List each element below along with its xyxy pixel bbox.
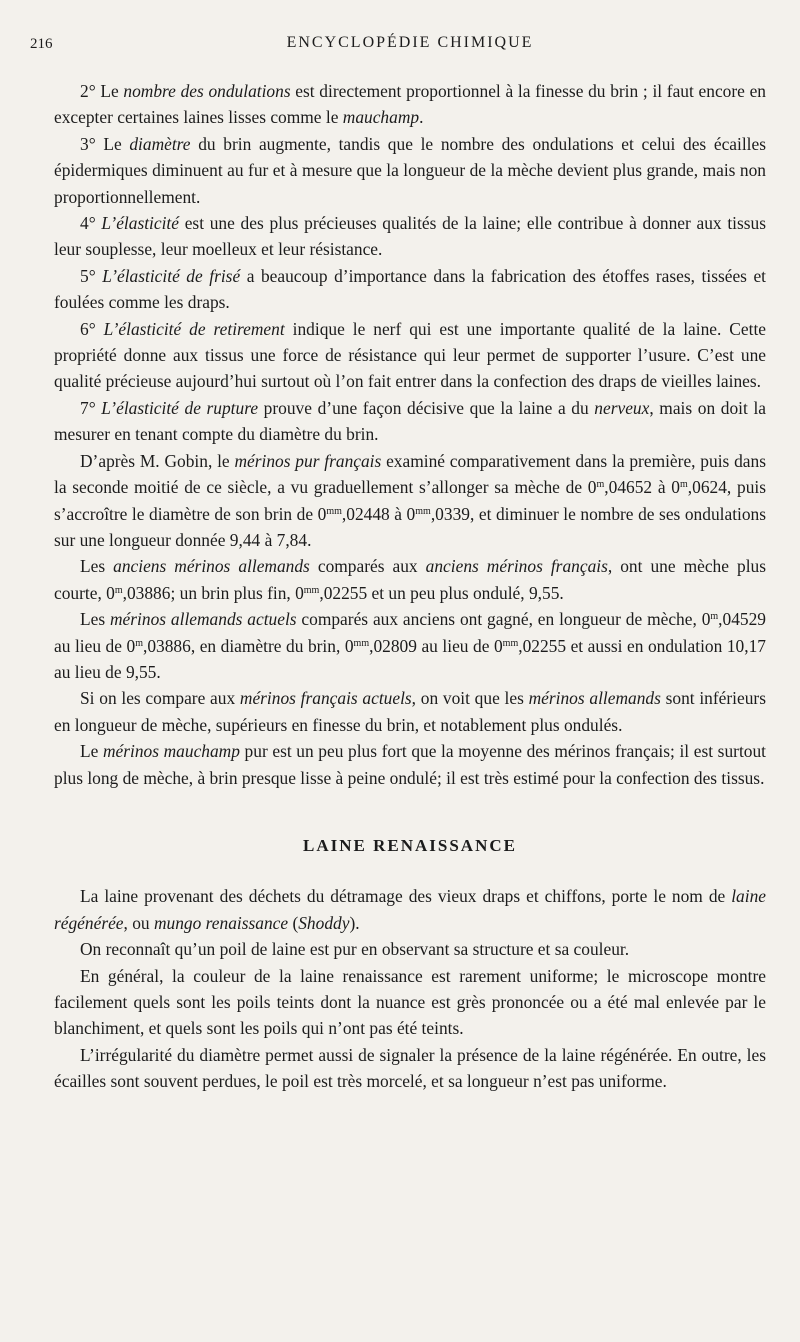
superscript-unit: m xyxy=(680,479,688,491)
text-run: , ou xyxy=(123,912,154,933)
text-run: ,02255 et aussi en ondulation 10,17 au lieu de 9,55. xyxy=(54,635,766,682)
text-run: ,03886; un brin plus fin, 0 xyxy=(122,582,304,603)
italic-text: L’élasticité de retirement xyxy=(103,318,285,339)
text-run: est une des plus précieuses qualités de la laine; elle contribue à donner aux tissus leur souplesse, leur moelleux et leur résistance. xyxy=(54,213,766,260)
page-number: 216 xyxy=(30,36,53,52)
italic-text: Shoddy xyxy=(298,912,350,933)
text-run: Les xyxy=(80,609,110,630)
paragraphs-section xyxy=(54,883,766,1094)
paragraph xyxy=(54,1042,766,1095)
text-run: L’irrégularité du diamètre permet aussi de signaler la présence de la laine régénérée. En outre, les écailles sont souvent perdues, le poil est très morcelé, et sa longueur n’est pas uniforme. xyxy=(54,1044,766,1092)
italic-text: mauchamp xyxy=(342,107,420,128)
text-run: est directement proportionnel à la finesse du brin ; il faut encore en excepter certaines laines lisses comme le xyxy=(54,81,766,128)
text-run: Le xyxy=(80,741,103,762)
text-run: , ont une mèche plus courte, 0 xyxy=(54,556,766,603)
paragraph xyxy=(54,738,766,791)
italic-text: mérinos pur français xyxy=(234,450,382,471)
paragraph xyxy=(54,210,766,263)
text-run: 4° xyxy=(80,213,102,234)
running-title: ENCYCLOPÉDIE CHIMIQUE xyxy=(286,34,534,51)
text-run: a beaucoup d’importance dans la fabrication des étoffes rases, tissées et foulées comme les draps. xyxy=(54,265,767,313)
italic-text: mérinos mauchamp xyxy=(102,741,240,762)
paragraph xyxy=(54,395,766,448)
text-run: ,0339, et diminuer le nombre de ses ondulations sur une longueur donnée 9,44 à 7,84. xyxy=(54,503,767,550)
paragraph xyxy=(54,448,766,554)
italic-text: diamètre xyxy=(129,133,191,154)
text-run: 2° Le xyxy=(80,81,124,101)
paragraph xyxy=(54,936,766,962)
text-run: ,04652 à 0 xyxy=(604,477,680,498)
text-run: sont inférieurs en longueur de mèche, supérieurs en finesse du brin, et notablement plus ondulés. xyxy=(54,688,766,735)
paragraph xyxy=(54,316,766,395)
text-run: examiné comparativement dans la première, puis dans la seconde moitié de ce siècle, a vu graduellement s’allonger sa mèche de 0 xyxy=(54,450,766,498)
text-run: , on voit que les xyxy=(411,688,529,709)
italic-text: laine régénérée xyxy=(54,886,766,933)
text-run: Si on les compare aux xyxy=(80,688,240,709)
italic-text: nombre des ondulations xyxy=(123,81,291,101)
text-run: La laine provenant des déchets du détramage des vieux draps et chiffons, porte le nom de xyxy=(80,886,732,907)
text-run: pur est un peu plus fort que la moyenne des mérinos français; il est surtout plus long de mèche, à brin presque lisse à peine ondulé; il est très estimé pour la confection des tissus. xyxy=(54,741,766,788)
paragraph xyxy=(54,685,766,738)
superscript-unit: mm xyxy=(326,505,342,517)
text-run: ,02448 à 0 xyxy=(341,503,416,524)
text-run: comparés aux anciens ont gagné, en longueur de mèche, 0 xyxy=(296,609,711,630)
italic-text: nerveux xyxy=(594,397,650,418)
text-run: ,02809 au lieu de 0 xyxy=(369,635,503,656)
paragraph xyxy=(54,78,766,131)
text-run: ,03886, en diamètre du brin, 0 xyxy=(143,635,354,656)
text-run: En général, la couleur de la laine renaissance est rarement uniforme; le microscope montre facilement quels sont les poils teints dont la nuance est grès prononcée ou a été mal enlevée par le blanchiment, et quels sont les poils qui n’ont pas été teints. xyxy=(54,965,766,1039)
text-run: ,0624, puis s’accroître le diamètre de son brin de 0 xyxy=(54,477,766,524)
paragraph xyxy=(54,606,766,685)
text-run: 5° xyxy=(80,265,103,286)
superscript-unit: m xyxy=(114,584,123,596)
paragraph xyxy=(54,263,766,316)
superscript-unit: mm xyxy=(353,637,370,649)
superscript-unit: mm xyxy=(415,505,431,517)
text-run: On reconnaît qu’un poil de laine est pur en observant sa structure et sa couleur. xyxy=(80,939,630,960)
text-run: 6° xyxy=(80,318,104,339)
text-run: ( xyxy=(288,912,299,933)
paragraph xyxy=(54,131,766,210)
superscript-unit: m xyxy=(710,611,719,623)
text-run: prouve d’une façon décisive que la laine a du xyxy=(258,397,595,418)
italic-text: L’élasticité xyxy=(101,213,179,234)
superscript-unit: mm xyxy=(303,584,320,596)
text-run: comparés aux xyxy=(309,556,426,577)
text-run: . xyxy=(419,107,424,128)
italic-text: mérinos allemands actuels xyxy=(110,609,297,630)
superscript-unit: m xyxy=(596,479,605,491)
paragraph xyxy=(54,553,766,606)
text-run: ). xyxy=(349,912,360,933)
italic-text: mérinos français actuels xyxy=(239,688,412,709)
text-run: du brin augmente, tandis que le nombre des ondulations et celui des écailles épidermiques diminuent au fur et à mesure que la longueur de la mèche devient plus grande, mais non proportionnellement. xyxy=(54,133,766,207)
text-run: ,02255 et un peu plus ondulé, 9,55. xyxy=(319,582,564,603)
superscript-unit: m xyxy=(135,637,143,649)
section-title: LAINE RENAISSANCE xyxy=(303,835,517,855)
text-run: Les xyxy=(80,556,114,577)
text-run: indique le nerf qui est une importante qualité de la laine. Cette propriété donne aux tissus une force de résistance qui leur permet de supporter l’usure. C’est une qualité précieuse aujourd’hui surtout où l’on fait entrer dans la confection des draps de vieilles laines. xyxy=(54,318,766,392)
paragraph xyxy=(54,883,766,936)
text-run: D’après M. Gobin, le xyxy=(80,450,235,471)
italic-text: anciens mérinos allemands xyxy=(113,556,310,577)
italic-text: L’élasticité de frisé xyxy=(102,265,241,286)
italic-text: mérinos allemands xyxy=(528,688,661,709)
page-header xyxy=(30,30,766,60)
text-run: ,04529 au lieu de 0 xyxy=(54,609,766,656)
paragraphs-top xyxy=(54,78,766,791)
italic-text: mungo renaissance xyxy=(153,912,289,933)
page-body xyxy=(54,78,766,1095)
text-run: 3° Le xyxy=(80,133,130,154)
italic-text: anciens mérinos français xyxy=(425,556,608,577)
paragraph xyxy=(54,963,766,1042)
text-run: , mais on doit la mesurer en tenant compte du diamètre du brin. xyxy=(54,397,767,445)
italic-text: L’élasticité de rupture xyxy=(101,397,259,418)
superscript-unit: mm xyxy=(502,637,519,649)
text-run: 7° xyxy=(80,397,102,418)
